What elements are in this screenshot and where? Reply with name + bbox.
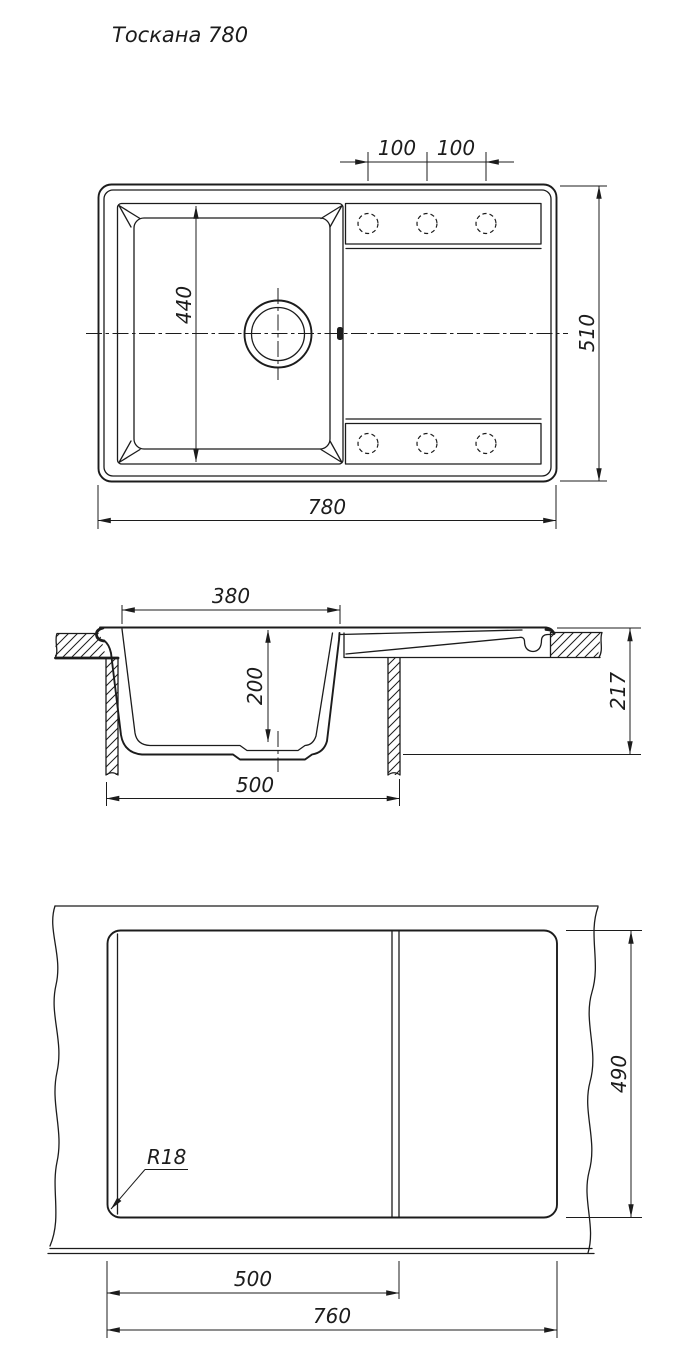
dim-bowl-cutout-width-label: 500 (233, 1267, 273, 1291)
callout-corner-radius (111, 1145, 188, 1209)
cabinet-wall-right-hatch (388, 658, 400, 775)
drainboard-strip-bottom (346, 424, 542, 465)
counter-right-hatch (551, 633, 601, 657)
dim-overall-height (403, 628, 641, 755)
dim-bowl-length-label: 440 (172, 285, 196, 325)
bowl-corner-bevel-tl (119, 206, 140, 228)
faucet-holes-top-row (358, 214, 496, 234)
dim-bowl-depth-label: 200 (243, 666, 267, 706)
drawing-title: Тоскана 780 (112, 23, 249, 47)
cutout-view (48, 906, 642, 1338)
top-view (86, 136, 607, 529)
dim-corner-radius-label: R18 (147, 1145, 187, 1169)
bowl-corner-bevel-tr (321, 206, 342, 228)
dim-bowl-top-width (122, 584, 340, 624)
dim-cutout-depth-label: 490 (607, 1054, 631, 1094)
dim-bowl-depth (243, 630, 268, 742)
sink-section-profile (96, 628, 600, 773)
dim-bowl-top-width-label: 380 (211, 584, 251, 608)
panel-left-break-edge (50, 906, 59, 1246)
drainboard-strip-top (346, 204, 542, 245)
panel-right-break-edge (587, 907, 598, 1253)
faucet-holes-bottom-row (358, 434, 496, 454)
dim-hole-spacing-left-label: 100 (377, 136, 417, 160)
dim-cutout-depth (566, 931, 642, 1218)
dim-cutout-length (107, 1261, 557, 1338)
cutout-outline (108, 931, 558, 1218)
dim-overall-length (98, 485, 556, 529)
dim-overall-height-label: 217 (606, 671, 630, 711)
bowl-corner-bevel-br (321, 441, 342, 463)
dim-overall-length-label: 780 (307, 495, 347, 519)
dim-base-width-label: 500 (235, 773, 275, 797)
dim-hole-spacing (340, 136, 514, 181)
section-view (55, 584, 641, 806)
dim-overall-depth-label: 510 (575, 313, 599, 353)
cabinet-wall-left-hatch (106, 658, 118, 775)
dim-cutout-length-label: 760 (312, 1304, 352, 1328)
dim-bowl-cutout-width (107, 1261, 399, 1338)
dim-hole-spacing-right-label: 100 (436, 136, 476, 160)
dim-base-width (107, 773, 400, 806)
bowl-corner-bevel-bl (119, 441, 140, 463)
